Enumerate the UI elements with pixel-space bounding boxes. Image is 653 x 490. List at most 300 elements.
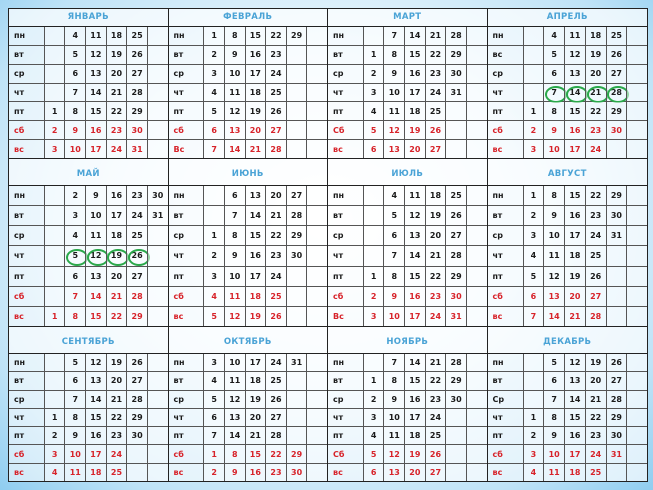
week-row <box>9 464 168 481</box>
date-cell: 7 <box>64 84 85 102</box>
date-cell: 6 <box>363 464 384 481</box>
date-cell: 6 <box>64 372 85 389</box>
date-cell <box>606 267 627 286</box>
weekday-label: Вс <box>169 140 204 158</box>
date-cell: 2 <box>203 246 224 265</box>
week-row <box>169 409 328 427</box>
date-cell: 23 <box>425 287 446 306</box>
date-cell: 3 <box>363 84 384 102</box>
date-cell: 22 <box>106 102 127 120</box>
week-row <box>328 46 487 65</box>
date-cell: 10 <box>85 206 106 225</box>
week-row <box>9 84 168 103</box>
date-cell: 5 <box>203 307 224 326</box>
date-cell <box>466 267 487 286</box>
date-cell: 28 <box>445 27 466 45</box>
date-cell <box>44 186 65 205</box>
weekday-label: чт <box>488 84 523 102</box>
date-cell: 12 <box>85 46 106 64</box>
date-cell: 29 <box>126 307 147 326</box>
date-cell: 19 <box>245 307 266 326</box>
date-cell: 6 <box>383 226 404 245</box>
date-cell: 28 <box>126 287 147 306</box>
date-cell <box>626 246 647 265</box>
week-row <box>9 267 168 287</box>
date-cell: 16 <box>564 206 585 225</box>
date-cell: 18 <box>106 226 127 245</box>
date-cell: 20 <box>245 121 266 139</box>
date-cell: 16 <box>404 287 425 306</box>
date-cell: 9 <box>85 186 106 205</box>
date-cell <box>466 391 487 408</box>
date-cell: 27 <box>265 121 286 139</box>
month-block <box>488 159 648 327</box>
date-cell <box>626 27 647 45</box>
date-cell: 2 <box>44 121 65 139</box>
week-row <box>328 372 487 390</box>
week-row <box>169 464 328 481</box>
date-cell <box>466 121 487 139</box>
date-cell: 25 <box>265 287 286 306</box>
date-cell: 11 <box>224 84 245 102</box>
date-cell: 23 <box>585 427 606 444</box>
week-row <box>328 140 487 158</box>
date-cell <box>147 27 168 45</box>
date-cell <box>306 226 327 245</box>
date-cell <box>44 287 65 306</box>
date-cell: 20 <box>106 372 127 389</box>
weekday-label: Сб <box>328 445 363 462</box>
date-cell <box>147 391 168 408</box>
month-block <box>488 9 648 159</box>
date-cell: 24 <box>425 409 446 426</box>
date-cell: 27 <box>126 65 147 83</box>
weekday-label: ср <box>328 391 363 408</box>
date-cell: 25 <box>126 27 147 45</box>
weekday-label: пн <box>9 186 44 205</box>
week-row <box>9 409 168 427</box>
date-cell: 20 <box>106 267 127 286</box>
date-cell <box>626 206 647 225</box>
week-row <box>9 287 168 307</box>
date-cell <box>306 464 327 481</box>
week-row <box>328 307 487 326</box>
date-cell <box>286 287 307 306</box>
date-cell <box>363 246 384 265</box>
date-cell: 23 <box>585 121 606 139</box>
date-cell: 4 <box>203 84 224 102</box>
date-cell <box>466 354 487 371</box>
month-grid <box>9 186 168 326</box>
week-row <box>488 102 648 121</box>
date-cell: 15 <box>245 27 266 45</box>
date-cell <box>306 102 327 120</box>
date-cell: 26 <box>606 46 627 64</box>
weekday-label: пн <box>488 354 523 371</box>
date-cell: 5 <box>64 46 85 64</box>
date-cell: 18 <box>585 27 606 45</box>
date-cell: 7 <box>383 27 404 45</box>
weekday-label: чт <box>328 246 363 265</box>
date-cell: 24 <box>585 226 606 245</box>
date-cell: 25 <box>445 186 466 205</box>
weekday-label: пт <box>9 427 44 444</box>
weekday-label: сб <box>169 121 204 139</box>
date-cell: 28 <box>606 391 627 408</box>
weekday-label: вс <box>488 140 523 158</box>
date-cell: 26 <box>425 121 446 139</box>
weekday-label: пн <box>488 186 523 205</box>
date-cell <box>466 226 487 245</box>
date-cell: 12 <box>85 354 106 371</box>
date-cell: 18 <box>245 372 266 389</box>
week-row <box>169 287 328 307</box>
date-cell: 28 <box>445 354 466 371</box>
weekday-label: пт <box>169 427 204 444</box>
weekday-label: сб <box>9 121 44 139</box>
date-cell: 16 <box>404 65 425 83</box>
date-cell: 19 <box>404 121 425 139</box>
date-cell: 18 <box>245 287 266 306</box>
weekday-label: чт <box>9 84 44 102</box>
date-cell: 22 <box>425 372 446 389</box>
date-cell <box>306 391 327 408</box>
date-cell <box>44 65 65 83</box>
week-row <box>9 427 168 445</box>
date-cell: 17 <box>564 445 585 462</box>
date-cell <box>626 372 647 389</box>
date-cell: 23 <box>425 391 446 408</box>
date-cell: 9 <box>543 427 564 444</box>
date-cell: 16 <box>404 391 425 408</box>
date-cell: 27 <box>445 226 466 245</box>
date-cell <box>523 46 544 64</box>
date-cell <box>286 372 307 389</box>
date-cell: 18 <box>564 464 585 481</box>
weekday-label: ср <box>9 226 44 245</box>
weekday-label: пт <box>488 427 523 444</box>
date-cell: 3 <box>523 140 544 158</box>
date-cell: 9 <box>543 206 564 225</box>
date-cell: 23 <box>265 46 286 64</box>
date-cell <box>147 307 168 326</box>
date-cell <box>147 372 168 389</box>
date-cell: 17 <box>85 140 106 158</box>
week-row <box>488 246 648 266</box>
date-cell: 25 <box>425 427 446 444</box>
date-cell: 8 <box>64 307 85 326</box>
date-cell: 28 <box>585 307 606 326</box>
weekday-label: ср <box>169 65 204 83</box>
week-row <box>488 84 648 103</box>
date-cell <box>523 372 544 389</box>
date-cell <box>363 27 384 45</box>
date-cell <box>466 84 487 102</box>
date-cell: 25 <box>265 372 286 389</box>
weekday-label: сб <box>488 445 523 462</box>
weekday-label: пн <box>169 354 204 371</box>
weekday-label: вс <box>169 464 204 481</box>
date-cell: 7 <box>203 140 224 158</box>
date-cell: 8 <box>543 186 564 205</box>
weekday-label: вт <box>488 372 523 389</box>
date-cell: 2 <box>203 464 224 481</box>
week-row <box>169 65 328 84</box>
weekday-label: пт <box>9 267 44 286</box>
date-cell: 19 <box>106 246 127 265</box>
date-cell: 30 <box>286 464 307 481</box>
weekday-label: чт <box>328 409 363 426</box>
date-cell: 30 <box>445 65 466 83</box>
date-cell: 4 <box>383 186 404 205</box>
date-cell: 12 <box>564 46 585 64</box>
date-cell: 26 <box>126 354 147 371</box>
week-row <box>328 84 487 103</box>
date-cell: 16 <box>564 427 585 444</box>
date-cell: 11 <box>543 246 564 265</box>
date-cell: 22 <box>265 445 286 462</box>
date-cell: 5 <box>64 354 85 371</box>
date-cell <box>626 186 647 205</box>
date-cell <box>466 246 487 265</box>
date-cell: 29 <box>606 186 627 205</box>
date-cell: 29 <box>445 372 466 389</box>
week-row <box>9 246 168 266</box>
date-cell <box>286 307 307 326</box>
week-row <box>488 464 648 481</box>
date-cell: 4 <box>203 287 224 306</box>
week-row <box>169 246 328 266</box>
month-title: АВГУСТ <box>488 159 648 186</box>
month-grid <box>9 27 168 158</box>
date-cell: 22 <box>585 186 606 205</box>
date-cell: 9 <box>224 46 245 64</box>
date-cell: 17 <box>404 84 425 102</box>
weekday-label: вс <box>328 464 363 481</box>
date-cell: 13 <box>404 226 425 245</box>
date-cell: 27 <box>606 372 627 389</box>
weekday-label: пт <box>169 102 204 120</box>
date-cell <box>466 409 487 426</box>
date-cell: 30 <box>445 287 466 306</box>
weekday-label: Ср <box>488 391 523 408</box>
date-cell: 29 <box>606 102 627 120</box>
date-cell: 4 <box>363 427 384 444</box>
date-cell: 25 <box>425 102 446 120</box>
date-cell <box>626 65 647 83</box>
date-cell: 3 <box>64 206 85 225</box>
month-block <box>169 159 329 327</box>
date-cell: 14 <box>564 84 585 102</box>
date-cell: 16 <box>564 121 585 139</box>
date-cell: 19 <box>404 445 425 462</box>
date-cell: 20 <box>425 226 446 245</box>
date-cell: 26 <box>445 206 466 225</box>
date-cell: 1 <box>523 102 544 120</box>
weekday-label: чт <box>488 246 523 265</box>
date-cell: 9 <box>64 121 85 139</box>
date-cell <box>44 354 65 371</box>
date-cell: 21 <box>585 84 606 102</box>
week-row <box>328 445 487 463</box>
date-cell <box>306 27 327 45</box>
date-cell: 13 <box>224 409 245 426</box>
date-cell: 3 <box>203 267 224 286</box>
date-cell: 15 <box>564 409 585 426</box>
date-cell: 19 <box>564 267 585 286</box>
date-cell <box>306 186 327 205</box>
date-cell: 10 <box>383 409 404 426</box>
date-cell: 17 <box>85 445 106 462</box>
date-cell: 1 <box>363 372 384 389</box>
date-cell: 3 <box>363 409 384 426</box>
date-cell: 5 <box>543 46 564 64</box>
week-row <box>488 307 648 326</box>
date-cell: 3 <box>203 65 224 83</box>
date-cell: 19 <box>245 391 266 408</box>
date-cell: 26 <box>265 391 286 408</box>
date-cell: 14 <box>85 84 106 102</box>
date-cell: 16 <box>245 464 266 481</box>
date-cell: 14 <box>224 140 245 158</box>
date-cell: 17 <box>106 206 127 225</box>
date-cell: 11 <box>85 27 106 45</box>
month-block <box>169 327 329 481</box>
date-cell: 1 <box>44 102 65 120</box>
date-cell: 29 <box>286 226 307 245</box>
date-cell: 21 <box>564 307 585 326</box>
date-cell: 13 <box>85 372 106 389</box>
date-cell: 29 <box>286 445 307 462</box>
date-cell: 3 <box>363 307 384 326</box>
date-cell: 16 <box>245 46 266 64</box>
date-cell: 28 <box>265 140 286 158</box>
date-cell: 27 <box>425 140 446 158</box>
weekday-label: ср <box>328 226 363 245</box>
date-cell: 23 <box>265 464 286 481</box>
date-cell: 30 <box>606 427 627 444</box>
date-cell: 7 <box>224 206 245 225</box>
date-cell: 27 <box>286 186 307 205</box>
date-cell: 23 <box>106 121 127 139</box>
date-cell <box>466 186 487 205</box>
date-cell: 15 <box>564 186 585 205</box>
date-cell: 3 <box>523 445 544 462</box>
date-cell <box>286 65 307 83</box>
date-cell <box>306 445 327 462</box>
date-cell: 15 <box>85 409 106 426</box>
weekday-label: пн <box>328 186 363 205</box>
date-cell: 19 <box>245 102 266 120</box>
date-cell <box>147 46 168 64</box>
weekday-label: ср <box>488 65 523 83</box>
date-cell <box>147 226 168 245</box>
date-cell: 1 <box>363 46 384 64</box>
week-row <box>488 391 648 409</box>
date-cell <box>44 246 65 265</box>
date-cell: 14 <box>404 27 425 45</box>
weekday-label: сб <box>9 445 44 462</box>
weekday-label: вт <box>169 206 204 225</box>
weekday-label: пт <box>488 267 523 286</box>
date-cell: 28 <box>126 84 147 102</box>
date-cell: 1 <box>523 409 544 426</box>
date-cell <box>306 65 327 83</box>
date-cell: 20 <box>585 65 606 83</box>
date-cell: 30 <box>147 186 168 205</box>
date-cell: 21 <box>425 27 446 45</box>
date-cell: 14 <box>85 391 106 408</box>
week-row <box>328 102 487 121</box>
date-cell <box>147 121 168 139</box>
date-cell: 19 <box>106 354 127 371</box>
weekday-label: пт <box>169 267 204 286</box>
week-row <box>9 27 168 46</box>
date-cell: 20 <box>245 409 266 426</box>
date-cell: 11 <box>64 464 85 481</box>
date-cell: 12 <box>543 267 564 286</box>
date-cell: 17 <box>404 307 425 326</box>
date-cell: 12 <box>85 246 106 265</box>
week-row <box>9 102 168 121</box>
date-cell: 17 <box>564 140 585 158</box>
date-cell: 8 <box>64 102 85 120</box>
week-row <box>9 65 168 84</box>
week-row <box>488 354 648 372</box>
week-row <box>9 372 168 390</box>
week-row <box>9 354 168 372</box>
date-cell <box>306 427 327 444</box>
month-block <box>169 9 329 159</box>
week-row <box>169 102 328 121</box>
weekday-label: вт <box>488 206 523 225</box>
date-cell <box>466 445 487 462</box>
date-cell: 6 <box>543 65 564 83</box>
month-title: МАЙ <box>9 159 168 186</box>
date-cell: 29 <box>445 46 466 64</box>
date-cell: 6 <box>523 287 544 306</box>
date-cell: 14 <box>404 246 425 265</box>
date-cell <box>466 464 487 481</box>
month-grid <box>328 354 487 481</box>
week-row <box>488 372 648 390</box>
weekday-label: вт <box>328 46 363 64</box>
date-cell: 1 <box>203 226 224 245</box>
date-cell <box>286 140 307 158</box>
date-cell: 24 <box>106 140 127 158</box>
week-row <box>488 445 648 463</box>
week-row <box>9 46 168 65</box>
month-block <box>328 9 488 159</box>
date-cell: 20 <box>404 464 425 481</box>
date-cell: 16 <box>85 427 106 444</box>
date-cell: 28 <box>286 206 307 225</box>
weekday-label: чт <box>169 84 204 102</box>
month-title: ДЕКАБРЬ <box>488 327 648 354</box>
date-cell: 23 <box>425 65 446 83</box>
weekday-label: чт <box>9 409 44 426</box>
week-row <box>9 186 168 206</box>
date-cell: 17 <box>245 267 266 286</box>
date-cell: 15 <box>85 307 106 326</box>
month-block <box>9 9 169 159</box>
weekday-label: Сб <box>328 121 363 139</box>
month-title: ИЮЛЬ <box>328 159 487 186</box>
month-grid <box>488 27 648 158</box>
date-cell: 22 <box>425 46 446 64</box>
date-cell <box>203 186 224 205</box>
date-cell: 12 <box>224 102 245 120</box>
